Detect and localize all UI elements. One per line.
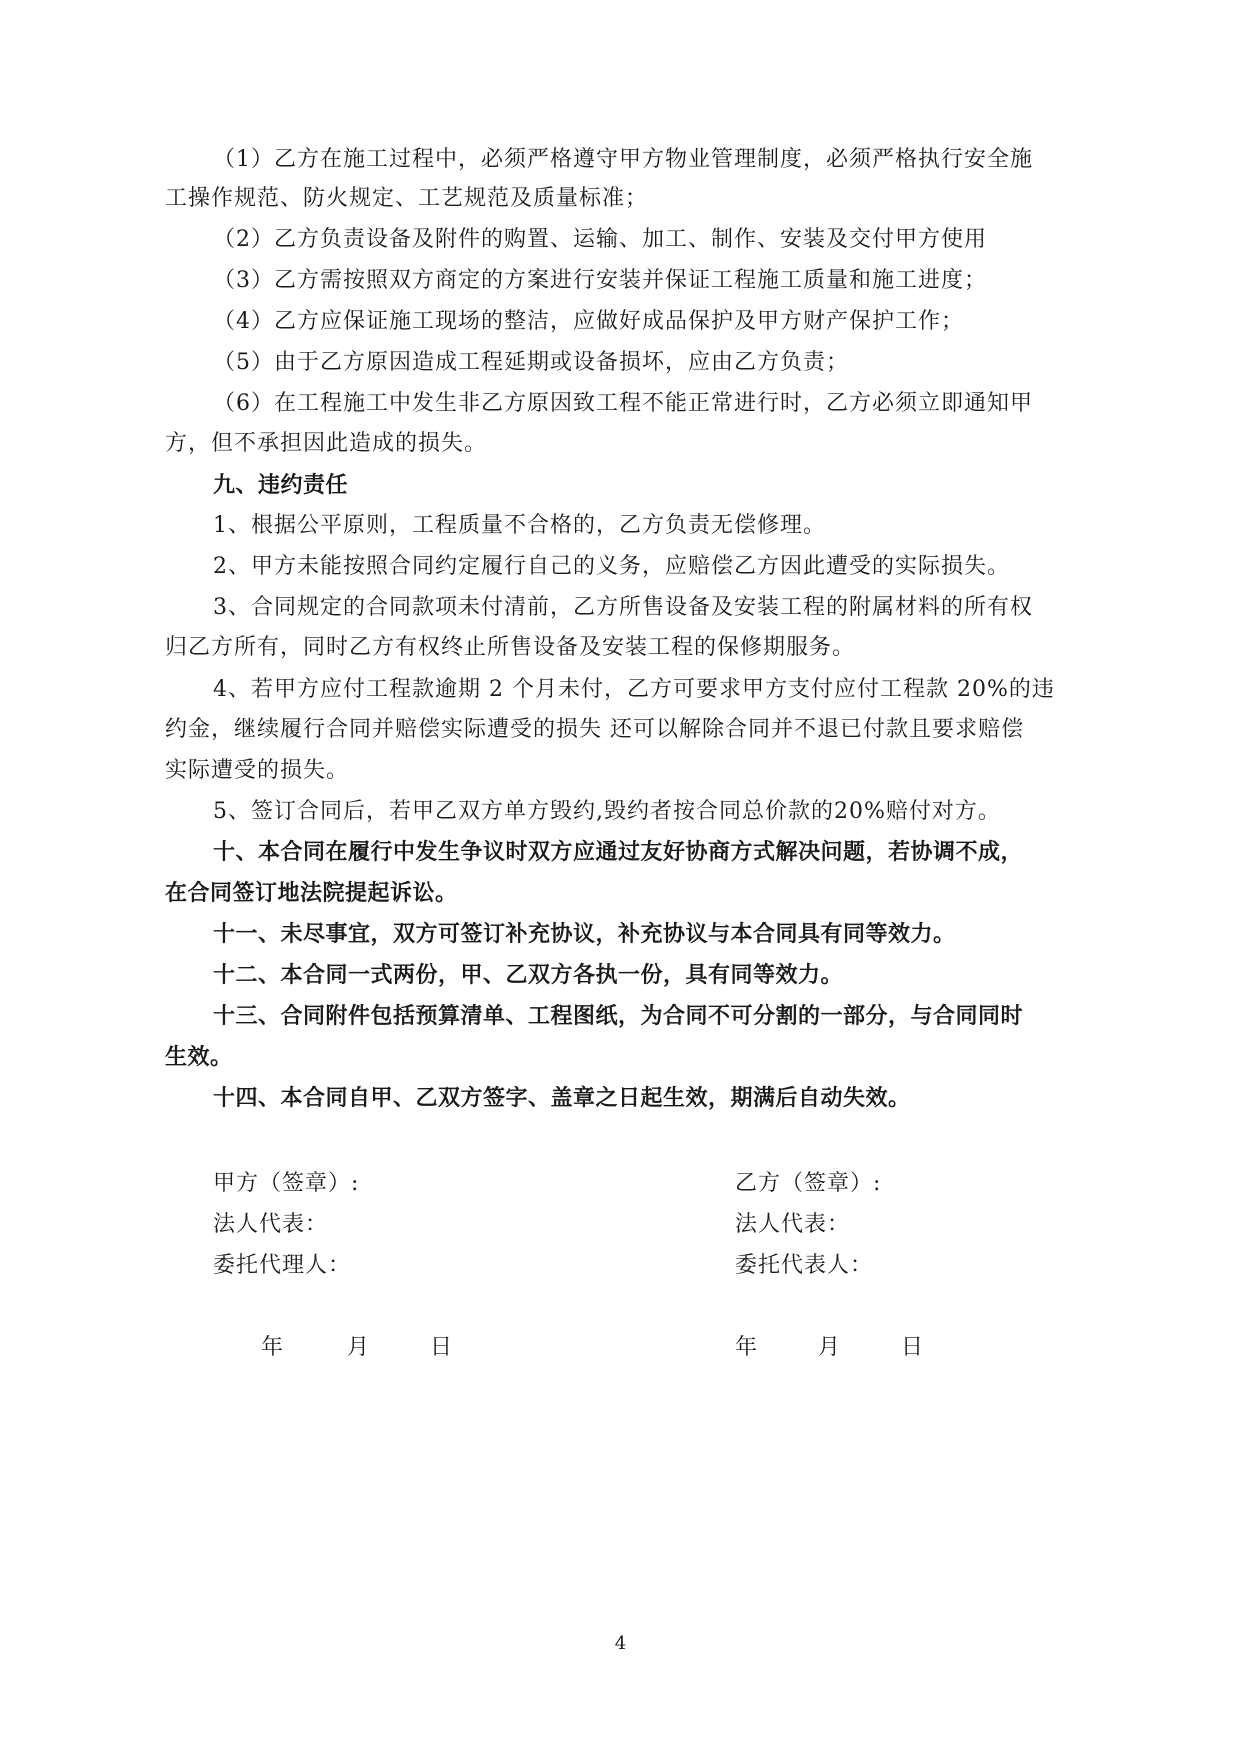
clause-8-item-4: （4）乙方应保证施工现场的整洁，应做好成品保护及甲方财产保护工作； [213,309,964,334]
party-a-date-year: 年 [261,1335,285,1360]
breach-item-2: 2、甲方未能按照合同约定履行自己的义务，应赔偿乙方因此遭受的实际损失。 [213,554,1010,579]
clause-8-item-3: （3）乙方需按照双方商定的方案进行安装并保证工程施工质量和施工进度； [213,268,987,293]
clause-8-item-1-cont: 工操作规范、防火规定、工艺规范及质量标准； [165,186,649,211]
clause-14: 十四、本合同自甲、乙双方签字、盖章之日起生效，期满后自动失效。 [213,1086,911,1111]
party-a-legal-rep: 法人代表： [213,1212,329,1237]
clause-11: 十一、未尽事宜，双方可签订补充协议，补充协议与本合同具有同等效力。 [213,922,956,947]
party-a-date-day: 日 [430,1335,454,1360]
party-b-date-month: 月 [818,1335,842,1360]
party-a-agent: 委托代理人： [213,1253,352,1278]
party-b-date-year: 年 [735,1335,759,1360]
clause-8-item-2: （2）乙方负责设备及附件的购置、运输、加工、制作、安装及交付甲方使用 [213,227,987,252]
page-number: 4 [614,1633,627,1654]
breach-item-5: 5、签订合同后，若甲乙双方单方毁约,毁约者按合同总价款的20%赔付对方。 [213,799,1001,824]
breach-item-4: 4、若甲方应付工程款逾期 2 个月未付，乙方可要求甲方支付应付工程款 20%的违 [213,677,1055,702]
clause-8-item-5: （5）由于乙方原因造成工程延期或设备损坏，应由乙方负责； [213,350,849,375]
party-b-legal-rep: 法人代表： [735,1212,851,1237]
clause-8-item-6-cont: 方，但不承担因此造成的损失。 [165,431,488,456]
clause-13-cont: 生效。 [165,1045,233,1070]
clause-10: 十、本合同在履行中发生争议时双方应通过友好协商方式解决问题，若协调不成， [213,840,1024,865]
party-b-seal: 乙方（签章）: [735,1171,882,1196]
clause-8-item-1: （1）乙方在施工过程中，必须严格遵守甲方物业管理制度，必须严格执行安全施 [213,147,1033,172]
party-a-date-month: 月 [347,1335,371,1360]
clause-13: 十三、合同附件包括预算清单、工程图纸，为合同不可分割的一部分，与合同同时 [213,1004,1024,1029]
party-a-seal: 甲方（签章）: [213,1171,360,1196]
breach-item-4-cont-2: 实际遭受的损失。 [165,758,350,783]
breach-item-4-cont-1: 约金，继续履行合同并赔偿实际遭受的损失 还可以解除合同并不退已付款且要求赔偿 [165,717,1024,742]
clause-10-cont: 在合同签订地法院提起诉讼。 [165,881,458,906]
clause-8-item-6: （6）在工程施工中发生非乙方原因致工程不能正常进行时，乙方必须立即通知甲 [213,391,1033,416]
clause-12: 十二、本合同一式两份，甲、乙双方各执一份，具有同等效力。 [213,963,844,988]
section-heading-breach: 九、违约责任 [213,473,349,498]
party-b-date-day: 日 [901,1335,925,1360]
breach-item-3-cont: 归乙方所有，同时乙方有权终止所售设备及安装工程的保修期服务。 [165,635,856,660]
party-b-agent: 委托代表人： [735,1253,874,1278]
breach-item-3: 3、合同规定的合同款项未付清前，乙方所售设备及安装工程的附属材料的所有权 [213,595,1033,620]
breach-item-1: 1、根据公平原则，工程质量不合格的，乙方负责无偿修理。 [213,513,826,538]
